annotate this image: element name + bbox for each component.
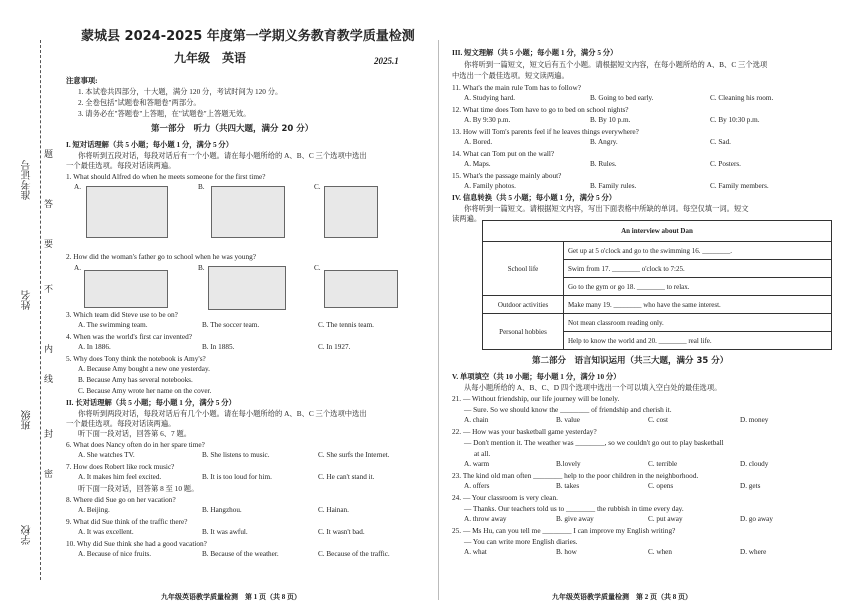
section4-instruction: 读两遍。 (452, 214, 482, 223)
part1-title: 第一部分 听力（共四大题，满分 20 分） (151, 124, 314, 134)
q12-option-b: B. By 10 p.m. (590, 116, 631, 124)
question-24-reply: — Thanks. Our teachers told us to ________ the rubbish in time every day. (464, 504, 684, 513)
section4-title: IV. 信息转换（共 5 小题；每小题 1 分，满分 5 分） (452, 193, 617, 202)
q2-label-b: B. (198, 264, 205, 272)
question-13: 13. How will Tom's parents feel if he leaves things everywhere? (452, 127, 639, 136)
question-6: 6. What does Nancy often do in her spare time? (66, 440, 205, 449)
q11-option-c: C. Cleaning his room. (710, 94, 774, 102)
q14-option-c: C. Posters. (710, 160, 741, 168)
section2-subheading: 听下面一段对话，回答第 6、7 题。 (78, 429, 192, 438)
bike-image (208, 266, 286, 310)
q25-option-b: B. how (556, 548, 577, 556)
note-item: 2. 全卷包括"试题卷和答题卷"两部分。 (78, 98, 201, 107)
table-title: An interview about Dan (483, 221, 832, 242)
q6-option-c: C. She surfs the Internet. (318, 451, 390, 459)
bowing-image (211, 186, 285, 238)
note-item: 1. 本试卷共四部分，十大题，满分 120 分，考试时间为 120 分。 (78, 87, 283, 96)
q7-option-c: C. He can't stand it. (318, 473, 375, 481)
table-category: Outdoor activities (483, 296, 564, 314)
question-8: 8. Where did Sue go on her vacation? (66, 495, 176, 504)
note-item: 3. 请务必在"答题卷"上答题，在"试题卷"上答题无效。 (78, 109, 251, 118)
seal-line (40, 40, 41, 580)
q13-option-c: C. Sad. (710, 138, 731, 146)
q10-option-b: B. Because of the weather. (202, 550, 279, 558)
exam-page-1 (56, 0, 428, 609)
q8-option-c: C. Hainan. (318, 506, 349, 514)
q23-option-b: B. takes (556, 482, 580, 490)
exam-date: 2025.1 (374, 56, 399, 66)
question-23: 23. The kind old man often ________ help to the poor children in the neighborhood. (452, 471, 699, 480)
q1-label-a: A. (74, 183, 81, 191)
car-image (324, 270, 398, 308)
q2-label-c: C. (314, 264, 321, 272)
seal-char: 题 (44, 149, 54, 159)
seal-char: 线 (44, 374, 54, 384)
seal-char: 内 (44, 344, 54, 354)
q5-option-c: C. Because Amy wrote her name on the cover. (78, 387, 212, 395)
name-label: 姓名 (22, 290, 33, 310)
table-cell: Make many 19. ________ who have the same interest. (564, 296, 832, 314)
q12-option-a: A. By 9:30 p.m. (464, 116, 511, 124)
q24-option-d: D. go away (740, 515, 773, 523)
q22-option-a: A. warm (464, 460, 490, 468)
exam-subtitle: 九年级 英语 (174, 51, 247, 65)
q11-option-b: B. Going to bed early. (590, 94, 654, 102)
question-24: 24. — Your classroom is very clean. (452, 493, 558, 502)
q24-option-c: C. put away (648, 515, 683, 523)
question-21-reply: — Sure. So we should know the ________ of friendship and cherish it. (464, 405, 672, 414)
q7-option-a: A. It makes him feel excited. (78, 473, 162, 481)
question-14: 14. What can Tom put on the wall? (452, 149, 555, 158)
q14-option-b: B. Rules. (590, 160, 617, 168)
q3-option-b: B. The soccer team. (202, 321, 260, 329)
section5-title: V. 单项填空（共 10 小题；每小题 1 分，满分 10 分） (452, 372, 621, 381)
question-5: 5. Why does Tony think the notebook is Amy's? (66, 354, 206, 363)
q21-option-c: C. cost (648, 416, 668, 424)
section1-title: I. 短对话理解（共 5 小题；每小题 1 分，满分 5 分） (66, 140, 234, 149)
q3-option-c: C. The tennis team. (318, 321, 374, 329)
q4-option-c: C. In 1927. (318, 343, 351, 351)
q13-option-a: A. Bored. (464, 138, 493, 146)
section1-instruction: 你将听到五段对话，每段对话后有一个小题。请在每小题所给的 A、B、C 三个选项中选出 (78, 151, 367, 160)
section2-title: II. 长对话理解（共 5 小题；每小题 1 分，满分 5 分） (66, 398, 236, 407)
question-1: 1. What should Alfred do when he meets someone for the first time? (66, 172, 266, 181)
q6-option-b: B. She listens to music. (202, 451, 270, 459)
q8-option-b: B. Hangzhou. (202, 506, 242, 514)
seal-char: 封 (44, 429, 54, 439)
question-2: 2. How did the woman's father go to school when he was young? (66, 252, 256, 261)
q6-option-a: A. She watches TV. (78, 451, 135, 459)
q24-option-a: A. throw away (464, 515, 507, 523)
question-10: 10. Why did Sue think she had a good vacation? (66, 539, 207, 548)
q23-option-a: A. offers (464, 482, 490, 490)
binding-strip (0, 0, 54, 609)
question-22-reply: — Don't mention it. The weather was ________, so we couldn't go out to play basketball (464, 438, 724, 447)
q22-option-b: B.lovely (556, 460, 581, 468)
section2-instruction: 你将听到两段对话，每段对话后有几个小题。请在每小题所给的 A、B、C 三个选项中选出 (78, 409, 367, 418)
section3-instruction: 你将听到一篇短文，短文后有五个小题。请根据短文内容，在每小题所给的 A、B、C 三个选项 (464, 60, 768, 69)
q8-option-a: A. Beijing. (78, 506, 110, 514)
exam-title: 蒙城县 2024-2025 年度第一学期义务教育教学质量检测 (81, 29, 415, 44)
q15-option-b: B. Family rules. (590, 182, 637, 190)
table-cell: Not mean classroom reading only. (564, 314, 832, 332)
q1-label-c: C. (314, 183, 321, 191)
page-footer: 九年级英语教学质量检测 第 2 页（共 8 页） (552, 593, 692, 601)
question-3: 3. Which team did Steve use to be on? (66, 310, 178, 319)
seal-char: 答 (44, 199, 54, 209)
q24-option-b: B. give away (556, 515, 594, 523)
bus-image (84, 270, 168, 308)
table-category: School life (483, 242, 564, 296)
table-category: Personal hobbies (483, 314, 564, 350)
interview-table (482, 220, 832, 350)
q22-option-c: C. terrible (648, 460, 678, 468)
question-22-reply-cont: at all. (474, 449, 491, 458)
section3-instruction: 中选出一个最佳选项。短文读两遍。 (452, 71, 569, 80)
section5-instruction: 从每小题所给的 A、B、C、D 四个选项中选出一个可以填入空白处的最佳选项。 (464, 383, 722, 392)
q25-option-c: C. when (648, 548, 672, 556)
question-7: 7. How does Robert like rock music? (66, 462, 175, 471)
section3-title: III. 短文理解（共 5 小题；每小题 1 分，满分 5 分） (452, 48, 618, 57)
exam-number-label: 准考证号 (22, 160, 33, 200)
q4-option-a: A. In 1886. (78, 343, 111, 351)
q1-label-b: B. (198, 183, 205, 191)
q10-option-c: C. Because of the traffic. (318, 550, 390, 558)
q9-option-b: B. It was awful. (202, 528, 248, 536)
seal-char: 密 (44, 469, 54, 479)
table-cell: Help to know the world and 20. ________ real life. (564, 332, 832, 350)
q21-option-d: D. money (740, 416, 769, 424)
q15-option-a: A. Family photos. (464, 182, 516, 190)
q5-option-b: B. Because Amy has several notebooks. (78, 376, 193, 384)
notes-title: 注意事项: (66, 76, 98, 85)
table-cell: Get up at 5 o'clock and go to the swimming 16. ________. (564, 242, 832, 260)
question-9: 9. What did Sue think of the traffic there? (66, 517, 188, 526)
class-label: 班级 (22, 410, 33, 430)
q23-option-c: C. opens (648, 482, 674, 490)
hug-image (324, 186, 378, 238)
q3-option-a: A. The swimming team. (78, 321, 148, 329)
section1-instruction: 一个最佳选项。每段对话读两遍。 (66, 161, 176, 170)
q15-option-c: C. Family members. (710, 182, 769, 190)
question-25: 25. — Ms Hu, can you tell me ________ I can improve my English writing? (452, 526, 676, 535)
q23-option-d: D. gets (740, 482, 761, 490)
q5-option-a: A. Because Amy bought a new one yesterday. (78, 365, 210, 373)
q12-option-c: C. By 10:30 p.m. (710, 116, 760, 124)
section2-subheading: 听下面一段对话，回答第 8 至 10 题。 (78, 484, 199, 493)
question-25-reply: — You can write more English diaries. (464, 537, 578, 546)
question-4: 4. When was the world's first car invented? (66, 332, 192, 341)
seal-char: 要 (44, 239, 54, 249)
part2-title: 第二部分 语言知识运用（共三大题，满分 35 分） (532, 356, 729, 366)
q21-option-b: B. value (556, 416, 580, 424)
table-cell: Swim from 17. ________ o'clock to 7:25. (564, 260, 832, 278)
handshake-image (86, 186, 168, 238)
school-label: 学校 (22, 525, 33, 545)
q9-option-c: C. It wasn't bad. (318, 528, 365, 536)
q4-option-b: B. In 1885. (202, 343, 235, 351)
q11-option-a: A. Studying hard. (464, 94, 516, 102)
q7-option-b: B. It is too loud for him. (202, 473, 272, 481)
page-footer: 九年级英语教学质量检测 第 1 页（共 8 页） (161, 593, 301, 601)
question-21: 21. — Without friendship, our life journey will be lonely. (452, 394, 620, 403)
q25-option-d: D. where (740, 548, 767, 556)
q2-label-a: A. (74, 264, 81, 272)
question-22: 22. — How was your basketball game yesterday? (452, 427, 597, 436)
seal-char: 不 (44, 284, 54, 294)
section2-instruction: 一个最佳选项。每段对话读两遍。 (66, 419, 176, 428)
q13-option-b: B. Angry. (590, 138, 618, 146)
question-15: 15. What's the passage mainly about? (452, 171, 562, 180)
question-12: 12. What time does Tom have to go to bed on school nights? (452, 105, 629, 114)
q10-option-a: A. Because of nice fruits. (78, 550, 152, 558)
q22-option-d: D. cloudy (740, 460, 769, 468)
q25-option-a: A. what (464, 548, 487, 556)
q9-option-a: A. It was excellent. (78, 528, 134, 536)
q21-option-a: A. chain (464, 416, 489, 424)
table-cell: Go to the gym or go 18. ________ to relax. (564, 278, 832, 296)
section4-instruction: 你将听到一篇短文。请根据短文内容，写出下面表格中所缺的单词。每空仅填一词。短文 (464, 204, 749, 213)
page-divider (438, 40, 439, 600)
exam-page-2 (452, 0, 852, 609)
q14-option-a: A. Maps. (464, 160, 491, 168)
question-11: 11. What's the main rule Tom has to follow? (452, 83, 581, 92)
